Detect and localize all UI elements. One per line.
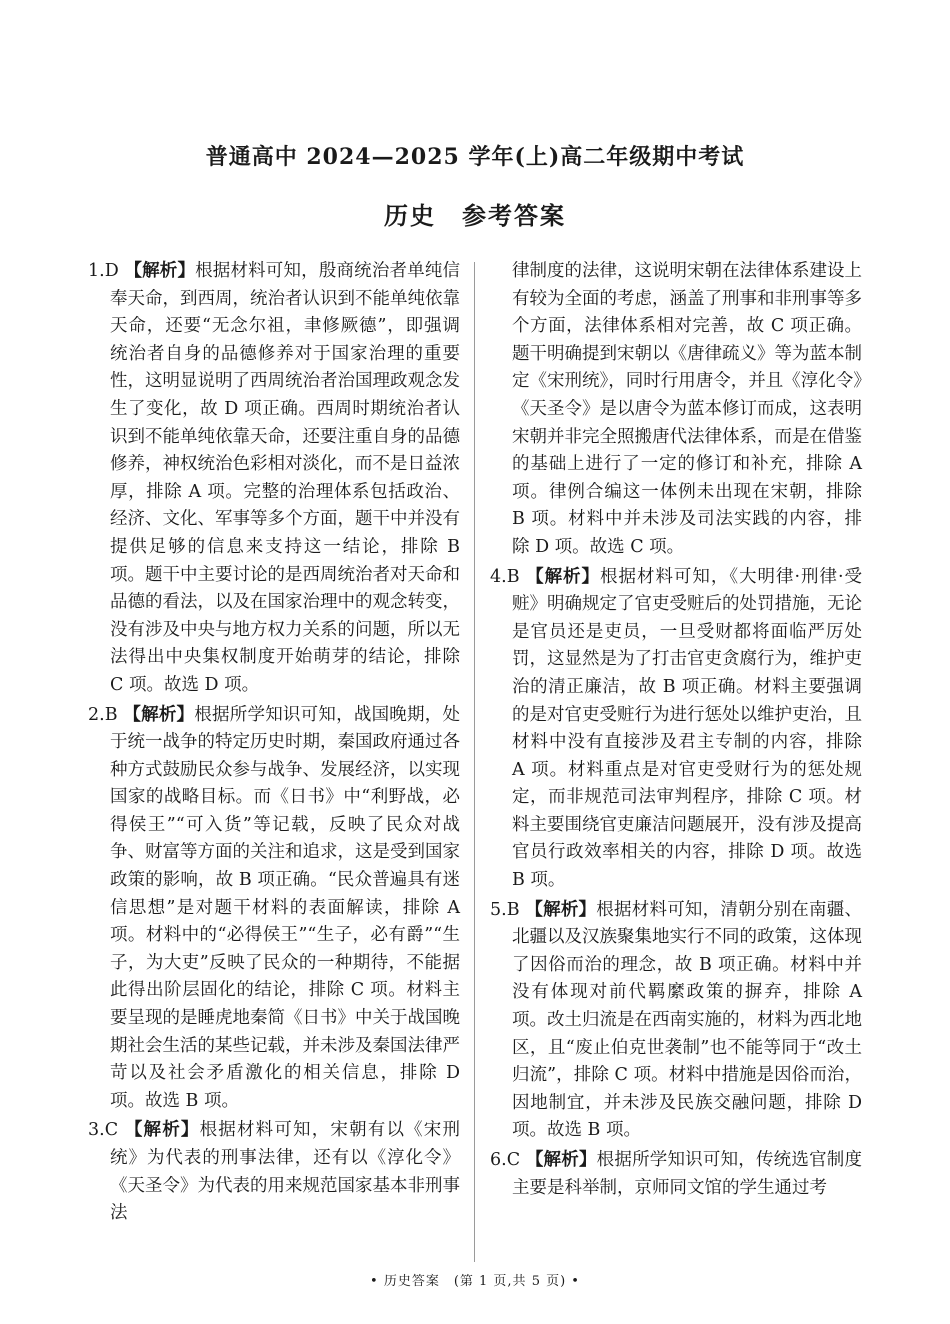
analysis-text: 根据材料可知，殷商统治者单纯信奉天命，到西周，统治者认识到不能单纯依靠天命，还要“无念尔祖，聿修厥德”，即强调统治者自身的品德修养对于国家治理的重要性，这明显说明了西周统治者治国理政观念发生了变化，故 D 项正确。西周时期统治者认识到不能单纯依靠天命，还要注重自身的品德修养，神权统治色彩相对淡化，而不是日益浓厚，排除 A 项。完整的治理体系包括政治、经济、文化、军事等多个方面，题干中并没有提供足够的信息来支持这一结论，排除 B 项。题干中主要讨论的是西周统治者对天命和品德的看法，以及在国家治理中的观念转变，没有涉及中央与地方权力关系的问题，所以无法得出中央集权制度开始萌芽的结论，排除 C 项。故选 D 项。 [110, 261, 460, 695]
answer-number: 1.D [88, 261, 119, 281]
column-divider [474, 262, 475, 1262]
exam-subtitle [0, 196, 950, 231]
analysis-tag: 【解析】 [525, 1150, 597, 1170]
left-column [88, 258, 460, 1230]
answer-number: 4.B [490, 566, 520, 587]
analysis-tag: 【解析】 [124, 1120, 200, 1141]
subject-label: 历史 [384, 202, 436, 230]
answer-number: 3.C [88, 1120, 119, 1141]
answer-label: 参考答案 [462, 202, 566, 230]
right-column [490, 258, 862, 1204]
answer-item-5 [490, 897, 862, 1145]
page-footer: • 历史答案 (第 1 页,共 5 页) • [370, 1274, 580, 1289]
answer-number: 2.B [88, 704, 118, 725]
answer-number: 5.B [490, 899, 520, 920]
answer-item-4 [490, 564, 862, 895]
analysis-tag: 【解析】 [123, 704, 195, 725]
analysis-tag: 【解析】 [124, 261, 196, 281]
analysis-tag: 【解析】 [526, 566, 601, 587]
answer-item-6 [490, 1147, 862, 1202]
answer-item-3 [88, 1117, 460, 1227]
analysis-text: 根据材料可知，宋朝有以《宋刑统》为代表的刑事法律，还有以《淳化令》《天圣令》为代表的用来规范国家基本非刑事法 [110, 1120, 460, 1224]
analysis-text: 根据材料可知，《大明律·刑律·受赃》明确规定了官吏受赃后的处罚措施，无论是官员还是吏员，一旦受财都将面临严厉处罚，这显然是为了打击官吏贪腐行为，维护吏治的清正廉洁，故 B 项正确。材料主要强调的是对官吏受赃行为进行惩处以维护吏治，且材料中没有直接涉及君主专制的内容，排除 A 项。材料重点是对官吏受财行为的惩处规定，而非规范司法审判程序，排除 C 项。材料主要围绕官吏廉洁问题展开，没有涉及提高官员行政效率相关的内容，排除 D 项。故选 B 项。 [512, 566, 863, 891]
answer-item-1 [88, 258, 460, 700]
answer-number: 6.C [490, 1150, 521, 1170]
analysis-text: 根据所学知识可知，战国晚期，处于统一战争的特定历史时期，秦国政府通过各种方式鼓励民众参与战争、发展经济，以实现国家的战略目标。而《日书》中“利野战，必得侯王”“可入货”等记载，反映了民众对战争、财富等方面的关注和追求，这是受到国家政策的影响，故 B 项正确。“民众普遍具有迷信思想”是对题干材料的表面解读，排除 A 项。材料中的“必得侯王”“生子，必有爵”“生子，为大吏”反映了民众的一种期待，不能据此得出阶层固化的结论，排除 C 项。材料主要呈现的是睡虎地秦简《日书》中关于战国晚期社会生活的某些记载，并未涉及秦国法律严苛以及社会矛盾激化的相关信息，排除 D 项。故选 B 项。 [110, 704, 460, 1111]
answer-item-3-continued: 律制度的法律，这说明宋朝在法律体系建设上有较为全面的考虑，涵盖了刑事和非刑事等多个方面，法律体系相对完善，故 C 项正确。题干明确提到宋朝以《唐律疏义》等为蓝本制定《宋刑统》，同时行用唐令，并且《淳化令》《天圣令》是以唐令为蓝本修订而成，这表明宋朝并非完全照搬唐代法律体系，而是在借鉴的基础上进行了一定的修订和补充，排除 A 项。律例合编这一体例未出现在宋朝，排除 B 项。材料中并未涉及司法实践的内容，排除 D 项。故选 C 项。 [512, 261, 862, 557]
exam-title: 普通高中 2024—2025 学年(上)高二年级期中考试 [205, 144, 745, 170]
analysis-text: 根据材料可知，清朝分别在南疆、北疆以及汉族聚集地实行不同的政策，这体现了因俗而治的理念，故 B 项正确。材料中并没有体现对前代羁縻政策的摒弃，排除 A 项。改土归流是在西南实施的，材料为西北地区，且“废止伯克世袭制”也不能等同于“改土归流”，排除 C 项。材料中措施是因俗而治，因地制宜，并未涉及民族交融问题，排除 D 项。故选 B 项。 [512, 899, 862, 1141]
analysis-tag: 【解析】 [525, 899, 597, 920]
answer-item-2 [88, 702, 460, 1116]
analysis-text: 根据所学知识可知，传统选官制度主要是科举制，京师同文馆的学生通过考 [512, 1150, 862, 1198]
